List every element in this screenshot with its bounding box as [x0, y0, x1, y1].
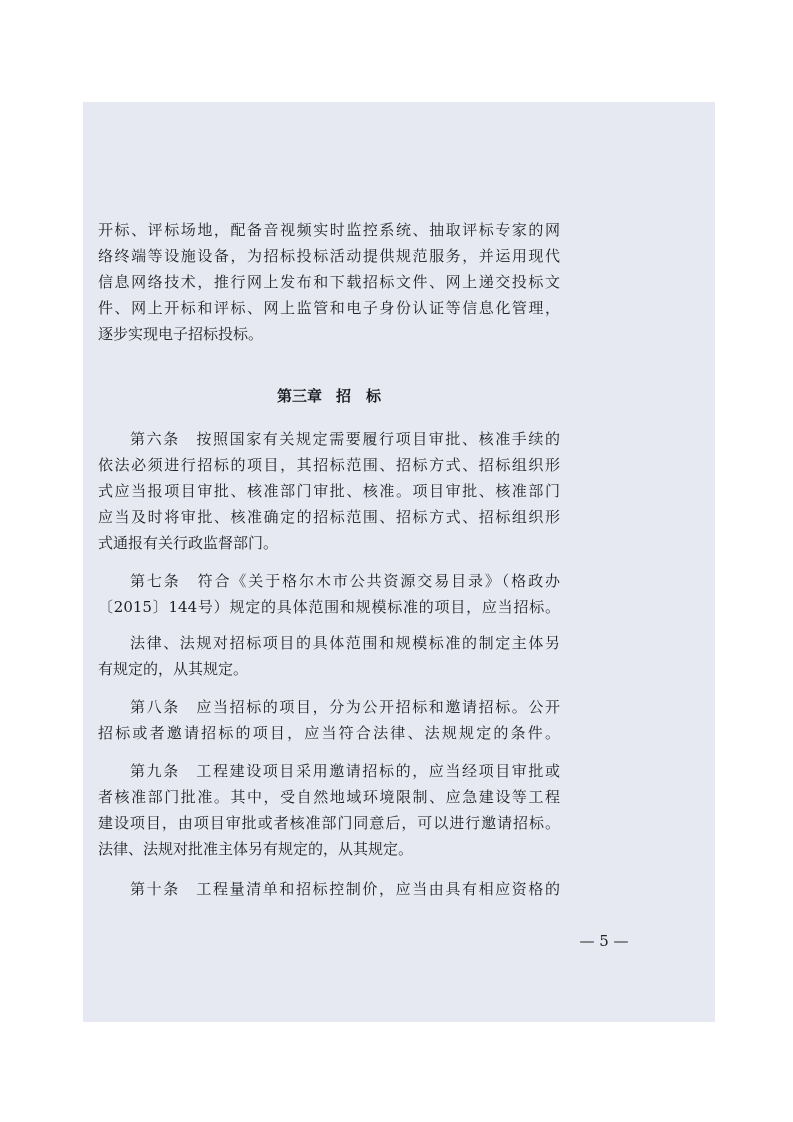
article-7-line: 法律、法规对招标项目的具体范围和规模标准的制定主体另	[130, 634, 560, 652]
article-9-line: 法律、法规对批准主体另有规定的，从其规定。	[98, 840, 414, 858]
text-line: 逐步实现电子招标投标。	[98, 325, 264, 343]
article-6-line: 应当及时将审批、核准确定的招标范围、招标方式、招标组织形	[98, 508, 560, 526]
article-6-line: 式应当报项目审批、核准部门审批、核准。项目审批、核准部门	[98, 482, 560, 500]
text-line: 件、网上开标和评标、网上监管和电子身份认证等信息化管理，	[98, 299, 560, 317]
chapter-heading	[98, 385, 560, 406]
text-line: 络终端等设施设备，为招标投标活动提供规范服务，并运用现代	[98, 247, 560, 265]
article-7-line: 有规定的，从其规定。	[98, 660, 249, 678]
article-9-line: 建设项目，由项目审批或者核准部门同意后，可以进行邀请招标。	[98, 814, 560, 832]
article-6-line: 式通报有关行政监督部门。	[98, 534, 279, 552]
text-line: 开标、评标场地，配备音视频实时监控系统、抽取评标专家的网	[98, 221, 560, 239]
article-9-line: 第九条 工程建设项目采用邀请招标的，应当经项目审批或	[130, 762, 560, 780]
article-6-line: 第六条 按照国家有关规定需要履行项目审批、核准手续的	[130, 430, 560, 448]
chapter-number: 第三章	[276, 387, 322, 405]
article-8-line: 第八条 应当招标的项目，分为公开招标和邀请招标。公开	[130, 698, 560, 716]
article-6-line: 依法必须进行招标的项目，其招标范围、招标方式、招标组织形	[98, 456, 560, 474]
article-10-line: 第十条 工程量清单和招标控制价，应当由具有相应资格的	[130, 880, 560, 898]
page-number: — 5 —	[579, 932, 629, 950]
article-7-line: 第七条 符合《关于格尔木市公共资源交易目录》（格政办	[130, 572, 560, 590]
article-9-line: 者核准部门批准。其中，受自然地域环境限制、应急建设等工程	[98, 788, 560, 806]
chapter-title: 招 标	[336, 387, 382, 405]
article-8-line: 招标或者邀请招标的项目，应当符合法律、法规规定的条件。	[98, 724, 560, 742]
article-7-line: 〔2015〕144号）规定的具体范围和规模标准的项目，应当招标。	[98, 598, 560, 616]
text-line: 信息网络技术，推行网上发布和下载招标文件、网上递交投标文	[98, 273, 560, 291]
